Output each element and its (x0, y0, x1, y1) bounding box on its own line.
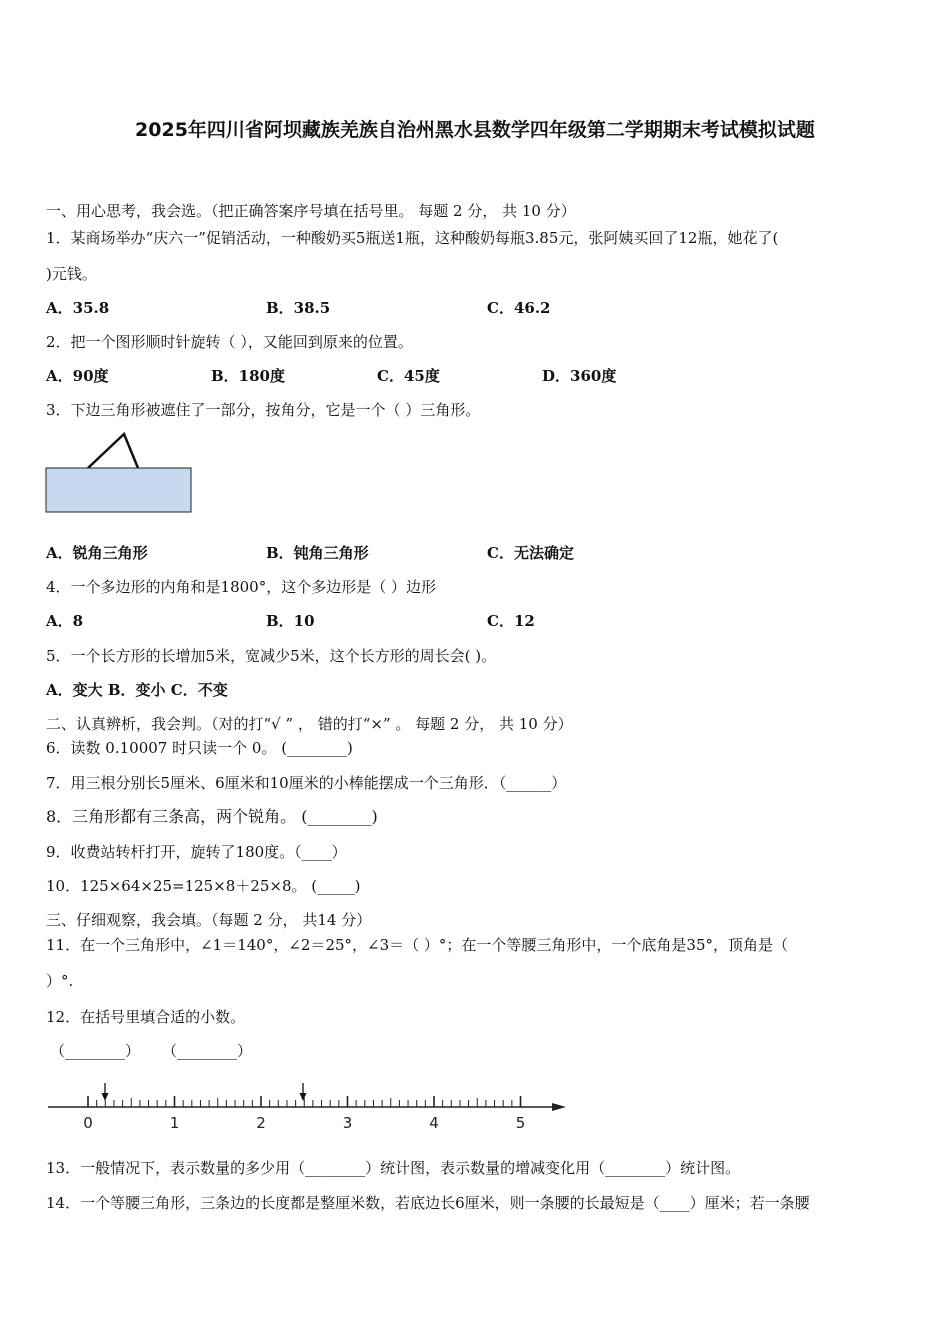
q12-blank-2: （________） (162, 1042, 253, 1060)
question-3: 3．下边三角形被遮住了一部分，按角分，它是一个（ ）三角形。 (46, 401, 481, 419)
q5-options: A．变大 B．变小 C．不变 (46, 681, 228, 699)
q2-option-a: A．90度 (46, 367, 109, 385)
number-line (40, 1075, 580, 1135)
question-6: 6．读数 0.10007 时只读一个 0。 (________) (46, 739, 353, 757)
q2-option-d: D．360度 (542, 367, 617, 385)
question-1: 1．某商场举办“庆六一”促销活动，一种酸奶买5瓶送1瓶，这种酸奶每瓶3.85元，张阿姨买回了12瓶，她花了( (46, 229, 779, 247)
question-10: 10．125×64×25=125×8＋25×8。 (_____) (46, 877, 361, 895)
page-title: 2025年四川省阿坝藏族羌族自治州黑水县数学四年级第二学期期末考试模拟试题 (135, 119, 815, 141)
question-7: 7．用三根分别长5厘米、6厘米和10厘米的小棒能摆成一个三角形．（______） (46, 774, 567, 792)
number-line-arrowhead (552, 1103, 566, 1111)
section-1-heading: 一、用心思考，我会选。（把正确答案序号填在括号里。 每题 2 分， 共 10 分） (46, 202, 576, 220)
hidden-triangle-figure (40, 428, 200, 518)
q2-option-c: C．45度 (377, 367, 440, 385)
q4-option-b: B．10 (266, 612, 315, 630)
q4-option-a: A．8 (46, 612, 84, 630)
q12-blank-1: （________） (50, 1042, 141, 1060)
section-3-heading: 三、仔细观察，我会填。（每题 2 分， 共14 分） (46, 911, 372, 929)
tick-label-3: 3 (342, 1114, 353, 1132)
q1-option-a: A．35.8 (46, 299, 110, 317)
section-2-heading: 二、认真辨析，我会判。（对的打“√ ” ， 错的打“×” 。 每题 2 分， 共 10 分） (46, 715, 573, 733)
triangle-visible-sides (88, 434, 138, 468)
question-9: 9．收费站转杆打开，旋转了180度。（____） (46, 843, 347, 861)
arrow-marker-2 (300, 1083, 307, 1101)
q2-option-b: B．180度 (211, 367, 285, 385)
question-12: 12．在括号里填合适的小数。 (46, 1008, 246, 1026)
question-5: 5．一个长方形的长增加5米，宽减少5米，这个长方形的周长会( )。 (46, 647, 497, 665)
tick-label-2: 2 (256, 1114, 266, 1132)
q1-option-b: B．38.5 (266, 299, 331, 317)
question-11: 11．在一个三角形中，∠1＝140°，∠2＝25°，∠3＝（ ）°；在一个等腰三角形中，一个底角是35°，顶角是（ (46, 936, 788, 954)
question-14: 14．一个等腰三角形，三条边的长度都是整厘米数，若底边长6厘米，则一条腰的长最短是（____）厘米；若一条腰 (46, 1194, 810, 1212)
arrow-marker-1 (102, 1083, 109, 1101)
tick-label-4: 4 (429, 1114, 439, 1132)
question-2: 2．把一个图形顺时针旋转（ ），又能回到原来的位置。 (46, 333, 413, 351)
q3-option-c: C．无法确定 (487, 544, 574, 562)
tick-label-1: 1 (169, 1114, 180, 1132)
cover-rectangle (46, 468, 191, 512)
q4-option-c: C．12 (487, 612, 535, 630)
question-13: 13．一般情况下，表示数量的多少用（________）统计图，表示数量的增减变化用（________）统计图。 (46, 1159, 741, 1177)
tick-label-5: 5 (515, 1114, 526, 1132)
q3-option-a: A．锐角三角形 (46, 544, 148, 562)
q1-option-c: C．46.2 (487, 299, 551, 317)
question-11-continued: ）°. (46, 972, 74, 990)
question-1-continued: )元钱。 (46, 265, 97, 283)
tick-label-0: 0 (83, 1114, 93, 1132)
question-4: 4．一个多边形的内角和是1800°，这个多边形是（ ）边形 (46, 578, 436, 596)
q3-option-b: B．钝角三角形 (266, 544, 369, 562)
question-8: 8．三角形都有三条高，两个锐角。 (________) (46, 807, 378, 826)
